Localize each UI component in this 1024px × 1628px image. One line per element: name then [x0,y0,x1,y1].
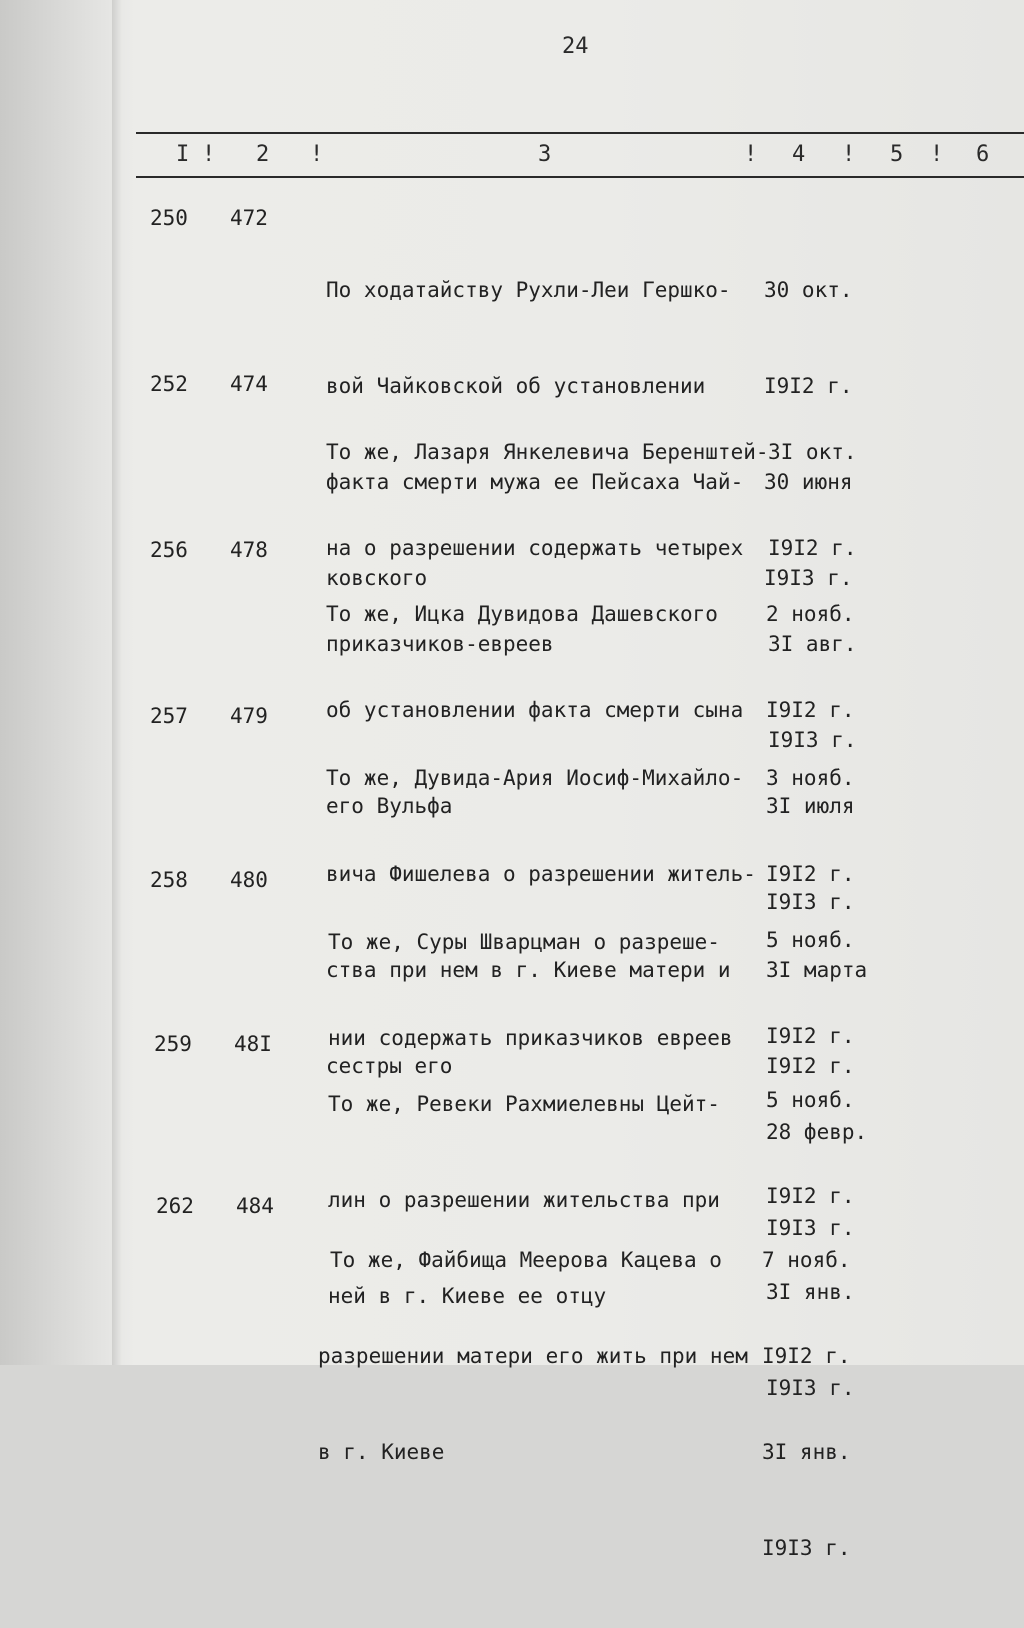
start-date: 3 нояб. [766,766,855,790]
description-line: То же, Ревеки Рахмиелевны Цейт- [328,1092,720,1116]
description-line: в г. Киеве [318,1440,445,1464]
column-separator: ! [310,142,324,167]
row-number: 250 [150,206,188,230]
row-dates [762,1180,851,1628]
file-number: 480 [230,868,268,892]
description-line: То же, Ицка Дувидова Дашевского [326,602,718,626]
description-line: на о разрешении содержать четырех [326,536,744,560]
end-year: I9I2 г. [766,1054,855,1078]
description-line: нии содержать приказчиков евреев [328,1026,733,1050]
start-year: I9I2 г. [766,862,855,886]
start-date: 2 нояб. [766,602,855,626]
row-number: 252 [150,372,188,396]
description-line: То же, Дувида-Ария Иосиф-Михайло- [326,766,744,790]
file-number: 472 [230,206,268,230]
column-header-5: 5 [890,142,904,167]
description-line: его Вульфа [326,794,453,818]
description-line: сестры его [326,1054,453,1078]
column-header-6: 6 [976,142,990,167]
description-line: ковского [326,566,428,590]
file-number: 484 [236,1194,274,1218]
end-year: I9I3 г. [766,1216,855,1240]
column-header-2: 2 [256,142,270,167]
header-rule-top [136,132,1024,134]
start-date: 5 нояб. [766,928,855,952]
end-date: 3I авг. [768,632,857,656]
end-date: 28 февр. [766,1120,868,1144]
end-date: 3I июля [766,794,855,818]
column-header-4: 4 [792,142,806,167]
row-description [318,1180,748,1532]
end-year: I9I3 г. [768,728,857,752]
row-number: 258 [150,868,188,892]
description-line: То же, Файбища Меерова Кацева о [330,1248,722,1272]
column-header-3: 3 [538,142,552,167]
start-year: I9I2 г. [766,1184,855,1208]
column-separator: ! [930,142,944,167]
description-line: ства при нем в г. Киеве матери и [326,958,731,982]
end-date: 30 июня [764,470,853,494]
row-number: 256 [150,538,188,562]
end-date: 3I янв. [766,1280,855,1304]
file-number: 479 [230,704,268,728]
start-date: 7 нояб. [762,1248,851,1272]
description-line: вича Фишелева о разрешении житель- [326,862,756,886]
description-line: вой Чайковской об установлении [326,374,706,398]
column-separator: ! [744,142,758,167]
row-number: 257 [150,704,188,728]
description-line: По ходатайству Рухли-Леи Гершко- [326,278,731,302]
column-separator: ! [842,142,856,167]
description-line: То же, Лазаря Янкелевича Беренштей- [326,440,769,464]
start-year: I9I2 г. [764,374,853,398]
description-line: приказчиков-евреев [326,632,554,656]
file-number: 478 [230,538,268,562]
start-year: I9I2 г. [768,536,857,560]
file-number: 48I [234,1032,272,1056]
column-header-1: I [176,142,190,167]
start-date: 5 нояб. [766,1088,855,1112]
row-number: 259 [154,1032,192,1056]
end-year: I9I3 г. [766,890,855,914]
row-number: 262 [156,1194,194,1218]
end-date: 3I марта [766,958,868,982]
file-number: 474 [230,372,268,396]
start-year: I9I2 г. [766,698,855,722]
header-rule-bottom [136,176,1024,178]
end-date: 3I янв. [762,1440,851,1464]
start-date: 3I окт. [768,440,857,464]
description-line: разрешении матери его жить при нем [318,1344,748,1368]
page-number: 24 [562,34,589,59]
end-year: I9I3 г. [764,566,853,590]
description-line: То же, Суры Шварцман о разреше- [328,930,720,954]
end-year: I9I3 г. [766,1376,855,1400]
description-line: ней в г. Киеве ее отцу [328,1284,607,1308]
start-date: 30 окт. [764,278,853,302]
end-year: I9I3 г. [762,1536,851,1560]
description-line: лин о разрешении жительства при [328,1188,720,1212]
page-fold-shadow [112,0,122,1365]
column-separator: ! [202,142,216,167]
start-year: I9I2 г. [762,1344,851,1368]
start-year: I9I2 г. [766,1024,855,1048]
description-line: факта смерти мужа ее Пейсаха Чай- [326,470,744,494]
description-line: об установлении факта смерти сына [326,698,744,722]
